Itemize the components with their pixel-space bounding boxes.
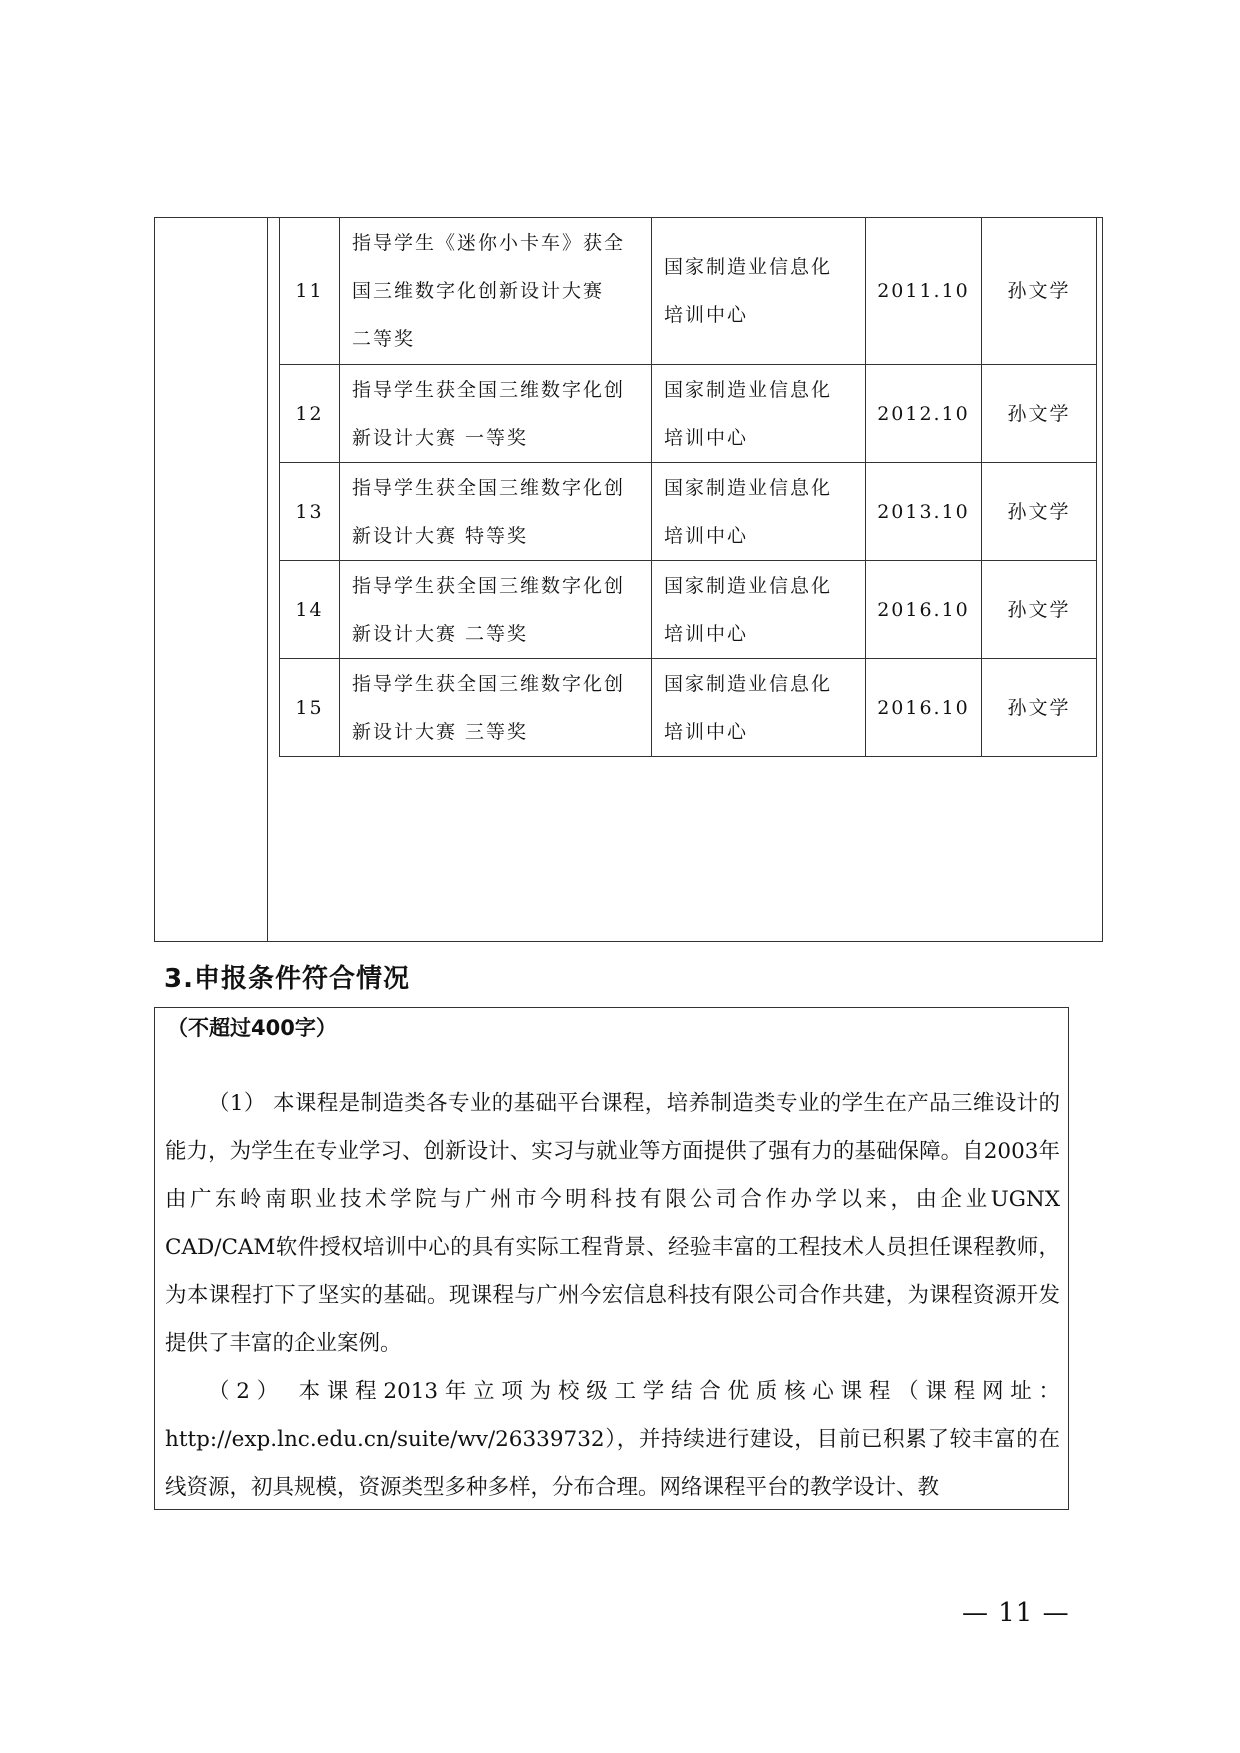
award-date: 2016.10	[866, 561, 982, 659]
table-row	[280, 659, 1097, 757]
paragraph: （2） 本课程2013年立项为校级工学结合优质核心课程（课程网址：http://exp.lnc.edu.cn/suite/wv/26339732），并持续进行建设，目前已积累了较丰富的在线资源，初具规模，资源类型多种多样，分布合理。网络课程平台的教学设计、教	[165, 1379, 1060, 1500]
word-limit-note: （不超过400字）	[167, 1016, 337, 1040]
award-person: 孙文学	[982, 659, 1097, 757]
paragraph: （1） 本课程是制造类各专业的基础平台课程，培养制造类专业的学生在产品三维设计的能力，为学生在专业学习、创新设计、实习与就业等方面提供了强有力的基础保障。自2003年由广东岭南职业技术学院与广州市今明科技有限公司合作办学以来，由企业UGNX CAD/CAM软件授权培训中心的具有实际工程背景、经验丰富的工程技术人员担任课程教师，为本课程打下了坚实的基础。现课程与广州今宏信息科技有限公司合作共建，为课程资源开发提供了丰富的企业案例。	[165, 1091, 1060, 1356]
conditions-box	[154, 1007, 1069, 1510]
table-row	[280, 561, 1097, 659]
award-title: 指导学生获全国三维数字化创 新设计大赛 三等奖	[340, 659, 652, 757]
row-number: 13	[280, 463, 340, 561]
award-date: 2013.10	[866, 463, 982, 561]
award-title: 指导学生获全国三维数字化创 新设计大赛 二等奖	[340, 561, 652, 659]
award-date: 2016.10	[866, 659, 982, 757]
award-person: 孙文学	[982, 463, 1097, 561]
row-number: 11	[280, 218, 340, 365]
table-row	[280, 463, 1097, 561]
award-date: 2012.10	[866, 365, 982, 463]
award-person: 孙文学	[982, 218, 1097, 365]
award-date: 2011.10	[866, 218, 982, 365]
section-heading: 3.申报条件符合情况	[164, 964, 410, 994]
awards-outer-divider	[267, 217, 268, 942]
award-organization: 国家制造业信息化 培训中心	[652, 463, 866, 561]
page-number: — 11 —	[962, 1598, 1070, 1628]
row-number: 14	[280, 561, 340, 659]
award-person: 孙文学	[982, 561, 1097, 659]
table-row	[280, 218, 1097, 365]
award-organization: 国家制造业信息化 培训中心	[652, 561, 866, 659]
award-person: 孙文学	[982, 365, 1097, 463]
award-title: 指导学生获全国三维数字化创 新设计大赛 一等奖	[340, 365, 652, 463]
table-row	[280, 365, 1097, 463]
awards-table	[279, 217, 1097, 757]
award-title: 指导学生《迷你小卡车》获全 国三维数字化创新设计大赛 二等奖	[340, 218, 652, 365]
award-organization: 国家制造业信息化 培训中心	[652, 365, 866, 463]
award-title: 指导学生获全国三维数字化创 新设计大赛 特等奖	[340, 463, 652, 561]
row-number: 15	[280, 659, 340, 757]
award-organization: 国家制造业信息化 培训中心	[652, 659, 866, 757]
conditions-body	[165, 1080, 1060, 1510]
award-organization: 国家制造业信息化 培训中心	[652, 218, 866, 365]
row-number: 12	[280, 365, 340, 463]
